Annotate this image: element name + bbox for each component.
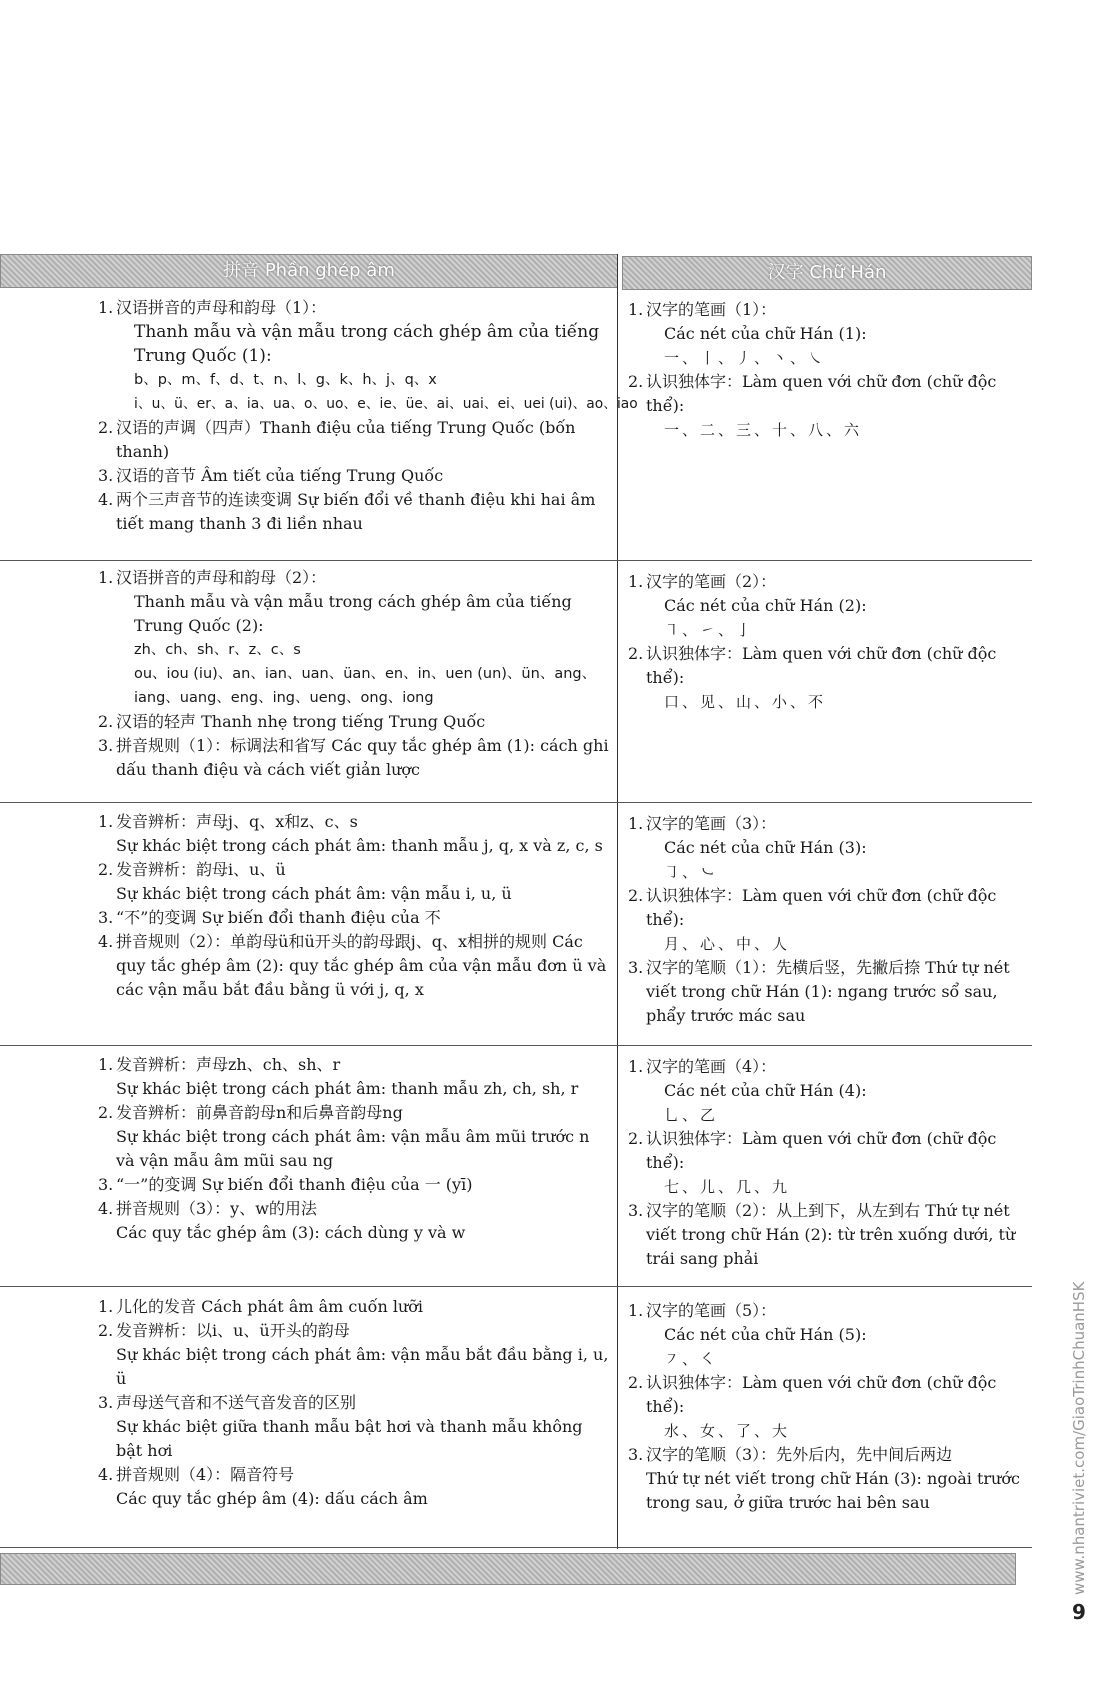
list-item — [98, 734, 610, 782]
row-divider — [0, 560, 1032, 561]
stroke-list: ㇆、㇃ — [664, 863, 719, 881]
item-heading: 汉字的笔顺（2）：从上到下，从左到右 Thứ tự nét viết trong chữ Hán (2): từ trên xuống dưới, từ trái sang phải — [646, 1201, 1016, 1268]
lesson-row-4-hanzi — [628, 1055, 1023, 1271]
stroke-list: ㇕、㇀、亅 — [664, 621, 755, 639]
pinyin-finals: i、u、ü、er、a、ia、ua、o、uo、e、ie、üe、ai、uai、ei、uei (ui)、ao、iao — [134, 396, 638, 412]
list-item — [98, 1319, 610, 1391]
item-description: Sự khác biệt trong cách phát âm: thanh mẫu zh, ch, sh, r — [116, 1079, 579, 1098]
item-number: 1. — [98, 568, 114, 587]
item-number: 4. — [98, 1199, 114, 1218]
item-description: Các nét của chữ Hán (5): — [664, 1325, 867, 1344]
list-item — [98, 416, 610, 464]
list-item — [98, 1101, 610, 1173]
list-item — [98, 906, 610, 930]
item-heading: 汉字的笔画（5）： — [646, 1301, 777, 1320]
item-number: 3. — [98, 1175, 114, 1194]
item-number: 1. — [98, 812, 114, 831]
lesson-row-2-hanzi — [628, 570, 1023, 714]
list-item — [628, 1443, 1023, 1515]
item-description: Sự khác biệt giữa thanh mẫu bật hơi và thanh mẫu không bật hơi — [116, 1417, 583, 1460]
item-heading: 拼音规则（1）：标调法和省写 Các quy tắc ghép âm (1): cách ghi dấu thanh điệu và cách viết giản lược — [116, 736, 609, 779]
item-heading: 认识独体字：Làm quen với chữ đơn (chữ độc thể): — [646, 1129, 997, 1172]
header-title-pinyin: 拼音 Phần ghép âm — [223, 260, 395, 281]
list-item — [98, 1295, 610, 1319]
item-heading: 认识独体字：Làm quen với chữ đơn (chữ độc thể): — [646, 886, 997, 929]
item-number: 3. — [98, 736, 114, 755]
item-heading: 汉语拼音的声母和韵母（1）： — [116, 298, 327, 317]
item-heading: 拼音规则（3）：y、w的用法 — [116, 1199, 317, 1218]
item-number: 2. — [628, 644, 644, 663]
item-number: 4. — [98, 490, 114, 509]
item-description: Các quy tắc ghép âm (4): dấu cách âm — [116, 1489, 428, 1508]
character-list: 月、心、中、人 — [664, 935, 791, 953]
pinyin-initials: b、p、m、f、d、t、n、l、g、k、h、j、q、x — [134, 372, 437, 388]
item-number: 1. — [98, 298, 114, 317]
item-number: 2. — [98, 860, 114, 879]
list-item — [98, 1053, 610, 1101]
footer-band — [0, 1553, 1016, 1585]
item-number: 1. — [98, 1297, 114, 1316]
item-description: Các nét của chữ Hán (2): — [664, 596, 867, 615]
item-number: 2. — [628, 886, 644, 905]
item-heading: 声母送气音和不送气音发音的区别 — [116, 1393, 357, 1412]
item-heading: 汉字的笔顺（1）：先横后竖，先撇后捺 Thứ tự nét viết trong chữ Hán (1): ngang trước sổ sau, phẩy trước mác sau — [646, 958, 1010, 1025]
item-number: 4. — [98, 932, 114, 951]
list-item — [628, 884, 1023, 956]
lesson-row-1-hanzi — [628, 298, 1023, 442]
item-heading: “一”的变调 Sự biến đổi thanh điệu của 一 (yī) — [116, 1175, 473, 1194]
list-item — [628, 1055, 1023, 1127]
item-description: Sự khác biệt trong cách phát âm: vận mẫu i, u, ü — [116, 884, 512, 903]
list-item — [98, 858, 610, 906]
lesson-row-4-pinyin — [98, 1053, 610, 1245]
lesson-row-3-pinyin — [98, 810, 610, 1002]
column-divider — [617, 254, 618, 1549]
character-list: 水、女、了、大 — [664, 1422, 791, 1440]
item-heading: 汉语的音节 Âm tiết của tiếng Trung Quốc — [116, 466, 444, 485]
character-list: 七、儿、几、九 — [664, 1178, 791, 1196]
stroke-list: 一、丨、丿、丶、㇏ — [664, 349, 827, 367]
item-number: 4. — [98, 1465, 114, 1484]
list-item — [628, 1371, 1023, 1443]
row-divider — [0, 802, 1032, 803]
item-heading: 认识独体字：Làm quen với chữ đơn (chữ độc thể): — [646, 644, 997, 687]
item-description: Các nét của chữ Hán (1): — [664, 324, 867, 343]
row-divider — [0, 1547, 1032, 1548]
list-item — [628, 812, 1023, 884]
item-number: 2. — [98, 712, 114, 731]
list-item — [628, 1299, 1023, 1371]
item-heading: 拼音规则（2）：单韵母ü和ü开头的韵母跟j、q、x相拼的规则 Các quy tắc ghép âm (2): quy tắc ghép âm của vận mẫu đơn ü và các vận mẫu bắt đầu bằng ü với j, q, x — [116, 932, 607, 999]
item-heading: 发音辨析：声母j、q、x和z、c、s — [116, 812, 358, 831]
item-description: Thứ tự nét viết trong chữ Hán (3): ngoài trước trong sau, ở giữa trước hai bên sau — [646, 1469, 1020, 1512]
character-list: 口、见、山、小、不 — [664, 693, 827, 711]
item-number: 1. — [628, 300, 644, 319]
item-number: 3. — [628, 1201, 644, 1220]
item-description: Sự khác biệt trong cách phát âm: thanh mẫu j, q, x và z, c, s — [116, 836, 603, 855]
item-heading: 认识独体字：Làm quen với chữ đơn (chữ độc thể): — [646, 1373, 997, 1416]
item-heading: 汉字的笔顺（3）：先外后内，先中间后两边 — [646, 1445, 953, 1464]
item-description: Thanh mẫu và vận mẫu trong cách ghép âm của tiếng Trung Quốc (2): — [134, 592, 572, 635]
item-number: 2. — [628, 372, 644, 391]
item-number: 1. — [628, 1057, 644, 1076]
list-item — [628, 370, 1023, 442]
item-heading: 认识独体字：Làm quen với chữ đơn (chữ độc thể): — [646, 372, 997, 415]
item-description: Sự khác biệt trong cách phát âm: vận mẫu âm mũi trước n và vận mẫu âm mũi sau ng — [116, 1127, 590, 1170]
item-number: 3. — [98, 908, 114, 927]
list-item — [98, 1197, 610, 1245]
lesson-row-5-hanzi — [628, 1299, 1023, 1515]
item-heading: 汉字的笔画（3）： — [646, 814, 777, 833]
item-heading: 拼音规则（4）：隔音符号 — [116, 1465, 295, 1484]
item-heading: 发音辨析：韵母i、u、ü — [116, 860, 286, 879]
item-number: 2. — [98, 1321, 114, 1340]
row-divider — [0, 1045, 1032, 1046]
item-number: 3. — [628, 958, 644, 977]
item-description: Các nét của chữ Hán (3): — [664, 838, 867, 857]
item-number: 2. — [98, 1103, 114, 1122]
list-item — [98, 488, 610, 536]
list-item — [628, 1199, 1023, 1271]
item-description: Các quy tắc ghép âm (3): cách dùng y và w — [116, 1223, 466, 1242]
item-heading: 汉语的声调（四声）Thanh điệu của tiếng Trung Quốc (bốn thanh) — [116, 418, 576, 461]
item-number: 3. — [628, 1445, 644, 1464]
item-number: 2. — [628, 1373, 644, 1392]
list-item — [628, 1127, 1023, 1199]
item-number: 1. — [628, 572, 644, 591]
item-number: 3. — [98, 1393, 114, 1412]
list-item — [98, 1391, 610, 1463]
list-item — [98, 810, 610, 858]
stroke-list: ㇇、㇛ — [664, 1350, 719, 1368]
item-description: Sự khác biệt trong cách phát âm: vận mẫu bắt đầu bằng i, u, ü — [116, 1345, 609, 1388]
header-title-hanzi: 汉字 Chữ Hán — [767, 262, 887, 283]
item-number: 3. — [98, 466, 114, 485]
item-number: 1. — [628, 814, 644, 833]
item-heading: 汉字的笔画（2）： — [646, 572, 777, 591]
item-heading: “不”的变调 Sự biến đổi thanh điệu của 不 — [116, 908, 441, 927]
item-number: 1. — [98, 1055, 114, 1074]
item-heading: 汉字的笔画（4）： — [646, 1057, 777, 1076]
item-heading: 汉语的轻声 Thanh nhẹ trong tiếng Trung Quốc — [116, 712, 486, 731]
list-item — [628, 956, 1023, 1028]
item-heading: 发音辨析：前鼻音韵母n和后鼻音韵母ng — [116, 1103, 403, 1122]
item-description: Thanh mẫu và vận mẫu trong cách ghép âm của tiếng Trung Quốc (1): — [134, 322, 600, 366]
item-heading: 汉语拼音的声母和韵母（2）： — [116, 568, 327, 587]
item-heading: 发音辨析：以i、u、ü开头的韵母 — [116, 1321, 350, 1340]
item-number: 1. — [628, 1301, 644, 1320]
character-list: 一、二、三、十、八、六 — [664, 421, 863, 439]
item-description: Các nét của chữ Hán (4): — [664, 1081, 867, 1100]
page-number: 9 — [1072, 1600, 1086, 1624]
item-heading: 发音辨析：声母zh、ch、sh、r — [116, 1055, 341, 1074]
lesson-row-5-pinyin — [98, 1295, 610, 1511]
lesson-row-1-pinyin — [98, 296, 638, 536]
stroke-list: 乚、乙 — [664, 1106, 719, 1124]
item-number: 2. — [98, 418, 114, 437]
list-item — [98, 930, 610, 1002]
item-heading: 儿化的发音 Cách phát âm âm cuốn lưỡi — [116, 1297, 424, 1316]
list-item — [628, 570, 1023, 642]
row-divider — [0, 1286, 1032, 1287]
list-item — [628, 298, 1023, 370]
publisher-url: www.nhantriviet.com/GiaoTrinhChuanHSK — [1070, 1281, 1088, 1595]
pinyin-finals: ou、iou (iu)、an、ian、uan、üan、en、in、uen (un)、ün、ang、iang、uang、eng、ing、ueng、ong、iong — [134, 666, 597, 706]
list-item — [98, 1463, 610, 1511]
item-heading: 两个三声音节的连读变调 Sự biến đổi về thanh điệu khi hai âm tiết mang thanh 3 đi liền nhau — [116, 490, 596, 533]
list-item — [628, 642, 1023, 714]
list-item — [98, 464, 610, 488]
lesson-row-2-pinyin — [98, 566, 610, 782]
list-item — [98, 710, 610, 734]
list-item — [98, 1173, 610, 1197]
item-heading: 汉字的笔画（1）： — [646, 300, 777, 319]
pinyin-initials: zh、ch、sh、r、z、c、s — [134, 642, 301, 658]
list-item — [98, 296, 638, 416]
item-number: 2. — [628, 1129, 644, 1148]
list-item — [98, 566, 610, 710]
lesson-row-3-hanzi — [628, 812, 1023, 1028]
